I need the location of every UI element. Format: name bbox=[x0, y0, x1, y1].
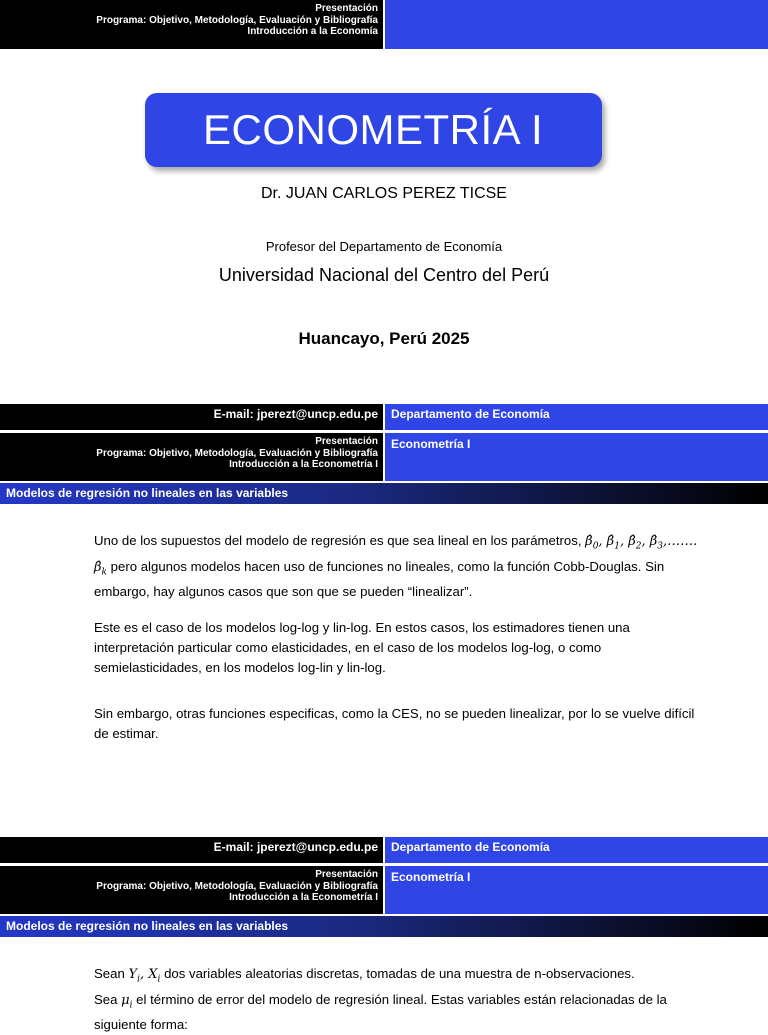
slide2-email[interactable]: E-mail: jperezt@uncp.edu.pe bbox=[0, 404, 383, 430]
cover-university: Universidad Nacional del Centro del Perú bbox=[218, 265, 550, 285]
top-nav-blue-panel bbox=[383, 0, 768, 49]
slide2-course: Econometría I bbox=[383, 433, 768, 481]
slide2-email-row bbox=[0, 404, 768, 430]
slide2-paragraph-1 bbox=[94, 531, 704, 602]
slide3-nav bbox=[0, 866, 768, 914]
nav-link-programa[interactable]: Programa: Objetivo, Metodología, Evaluación y Bibliografía bbox=[96, 14, 378, 26]
paragraph-text: el término de error del modelo de regresión lineal. Estas variables están relacionadas de la siguiente forma: bbox=[94, 991, 667, 1033]
cover-author: Dr. JUAN CARLOS PEREZ TICSE bbox=[261, 185, 507, 202]
paragraph-text: Uno de los supuestos del modelo de regresión es que sea lineal en los parámetros, bbox=[94, 533, 582, 548]
slide3-nav-links bbox=[0, 866, 383, 914]
nav-link-presentacion[interactable]: Presentación bbox=[315, 436, 378, 447]
slide3-paragraph-1 bbox=[94, 964, 704, 1035]
beta-parameters-formula: $\betâ_0$, $\betâ_1$, $\betâ_2$, $\betâ_3,\dots\dots$. $\betâ_k$ bbox=[94, 534, 698, 578]
cover-place-year: Huancayo, Perú 2025 bbox=[298, 329, 470, 348]
cover-department-line: Profesor del Departamento de Economía bbox=[265, 239, 503, 254]
error-term-formula: $\mu_i$ bbox=[121, 992, 133, 1011]
slide3-course: Econometría I bbox=[383, 866, 768, 914]
nav-link-programa[interactable]: Programa: Objetivo, Metodología, Evaluación y Bibliografía bbox=[96, 447, 378, 459]
slide3-email[interactable]: E-mail: jperezt@uncp.edu.pe bbox=[0, 837, 383, 863]
variables-formula: $Y_i$, $X_i$ bbox=[128, 967, 161, 985]
cover-title: ECONOMETRÍA I bbox=[145, 93, 602, 167]
nav-link-programa[interactable]: Programa: Objetivo, Metodología, Evaluación y Bibliografía bbox=[96, 880, 378, 892]
slide3-department: Departamento de Economía bbox=[383, 837, 768, 863]
slide2-nav bbox=[0, 433, 768, 481]
nav-link-introduccion[interactable]: Introducción a la Econometría I bbox=[229, 459, 378, 470]
paragraph-text: pero algunos modelos hacen uso de funciones no lineales, como la función Cobb-Douglas. Sin embargo, hay algunos casos que son que se pueden “linealizar”. bbox=[94, 558, 665, 600]
nav-link-introduccion[interactable]: Introducción a la Econometría I bbox=[229, 892, 378, 903]
slide2-section-title: Modelos de regresión no lineales en las variables bbox=[0, 483, 768, 504]
nav-link-presentacion[interactable]: Presentación bbox=[315, 3, 378, 14]
top-nav-links bbox=[0, 0, 383, 49]
slide3-email-row bbox=[0, 837, 768, 863]
slide2-nav-links bbox=[0, 433, 383, 481]
nav-link-presentacion[interactable]: Presentación bbox=[315, 869, 378, 880]
paragraph-text: Sean bbox=[94, 966, 125, 981]
paragraph-text: Sea bbox=[94, 991, 118, 1007]
slide2-paragraph-3: Sin embargo, otras funciones especificas, como la CES, no se pueden linealizar, por lo se vuelve difícil de estimar. bbox=[94, 706, 695, 741]
nav-link-introduccion[interactable]: Introducción a la Economía bbox=[247, 26, 378, 37]
top-nav bbox=[0, 0, 768, 49]
slide3-section-title: Modelos de regresión no lineales en las variables bbox=[0, 916, 768, 937]
slide2-paragraph-2: Este es el caso de los modelos log-log y lin-log. En estos casos, los estimadores tienen una interpretación particular como elasticidades, en el caso de los modelos log-log, o como semielasticidades, en los modelos log-lin y lin-log. bbox=[94, 620, 630, 675]
paragraph-text: dos variables aleatorias discretas, tomadas de una muestra de n-observaciones. bbox=[164, 966, 635, 981]
slide2-department: Departamento de Economía bbox=[383, 404, 768, 430]
